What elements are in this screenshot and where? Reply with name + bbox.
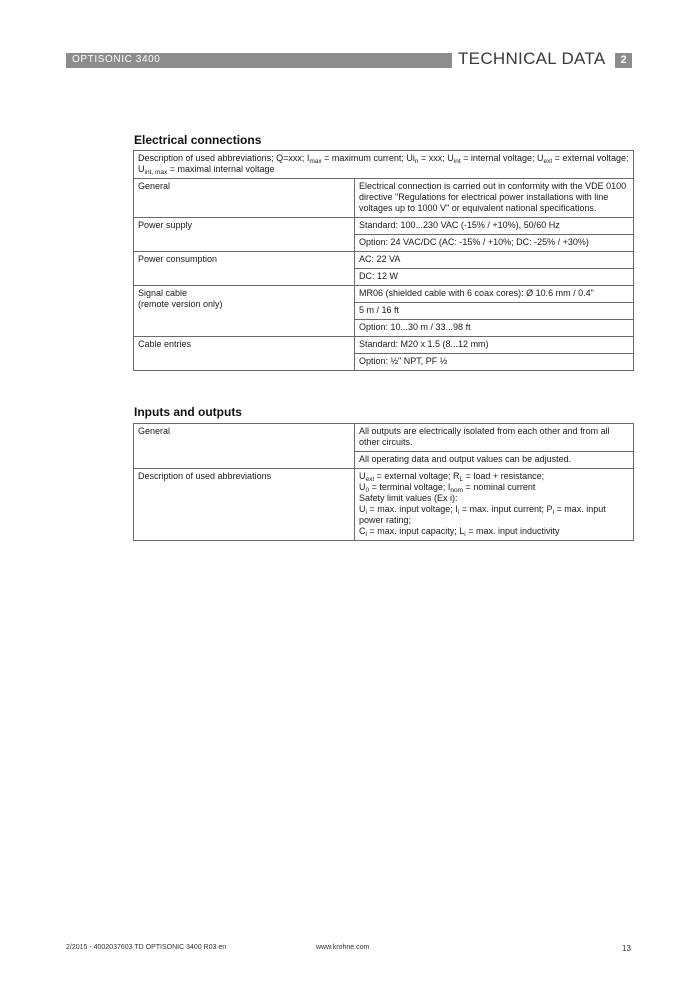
row-value: All operating data and output values can be adjusted. bbox=[355, 452, 634, 469]
table-row bbox=[134, 286, 634, 303]
row-label: Power supply bbox=[134, 218, 355, 252]
row-value: Standard: 100...230 VAC (-15% / +10%), 50/60 Hz bbox=[355, 218, 634, 235]
section-number: 2 bbox=[615, 53, 632, 68]
row-label: General bbox=[134, 424, 355, 469]
header-bar bbox=[66, 53, 452, 68]
io-heading: Inputs and outputs bbox=[134, 405, 242, 419]
footer-website: www.krohne.com bbox=[316, 944, 370, 951]
row-value: Option: 10...30 m / 33...98 ft bbox=[355, 320, 634, 337]
row-label: Power consumption bbox=[134, 252, 355, 286]
row-value: 5 m / 16 ft bbox=[355, 303, 634, 320]
electrical-table bbox=[133, 150, 634, 371]
row-value: All outputs are electrically isolated from each other and from all other circuits. bbox=[355, 424, 634, 452]
table-row bbox=[134, 469, 634, 541]
abbreviations-cell: Description of used abbreviations; Q=xxx; $I_{max}$ = maximum current; $Ui_n$ = xxx; $U_{int}$ = internal voltage; $U_{ext}$ = external voltage; $U_{int, max}$ = maximal internal voltage bbox=[134, 151, 634, 179]
electrical-heading: Electrical connections bbox=[134, 133, 262, 147]
io-table bbox=[133, 423, 634, 541]
row-label: Cable entries bbox=[134, 337, 355, 371]
table-row bbox=[134, 252, 634, 269]
table-row bbox=[134, 218, 634, 235]
page-number: 13 bbox=[622, 944, 631, 953]
table-row bbox=[134, 424, 634, 452]
row-value: MR06 (shielded cable with 6 coax cores): Ø 10.6 mm / 0.4" bbox=[355, 286, 634, 303]
table-row bbox=[134, 179, 634, 218]
table-row bbox=[134, 151, 634, 179]
row-value: DC: 12 W bbox=[355, 269, 634, 286]
table-row bbox=[134, 337, 634, 354]
footer-doc-ref: 2/2015 - 4002037603 TD OPTISONIC 3400 R03 en bbox=[66, 944, 227, 951]
row-label: General bbox=[134, 179, 355, 218]
abbreviations-list: $U_{ext}$ = external voltage; $R_L$ = load + resistance; $U_0$ = terminal voltage; $I_{nom}$ = nominal current Safety limit values (Ex i): $U_i = \max$. input voltage; $I_i = \max$. input current; $P_i = \max$. input power rating; $C_i = \max$. input capacity; $L_i = \max$. input inductivity bbox=[355, 469, 634, 541]
row-value: Option: 24 VAC/DC (AC: -15% / +10%; DC: -25% / +30%) bbox=[355, 235, 634, 252]
row-value: Electrical connection is carried out in conformity with the VDE 0100 directive "Regulations for electrical power installations with line voltages up to 1000 V" or equivalent national specifications. bbox=[355, 179, 634, 218]
section-title: TECHNICAL DATA bbox=[458, 49, 606, 68]
row-label: Signal cable (remote version only) bbox=[134, 286, 355, 337]
row-value: AC: 22 VA bbox=[355, 252, 634, 269]
product-name: OPTISONIC 3400 bbox=[72, 54, 161, 65]
row-value: Option: ½" NPT, PF ½ bbox=[355, 354, 634, 371]
row-value: Standard: M20 x 1.5 (8...12 mm) bbox=[355, 337, 634, 354]
row-label: Description of used abbreviations bbox=[134, 469, 355, 541]
